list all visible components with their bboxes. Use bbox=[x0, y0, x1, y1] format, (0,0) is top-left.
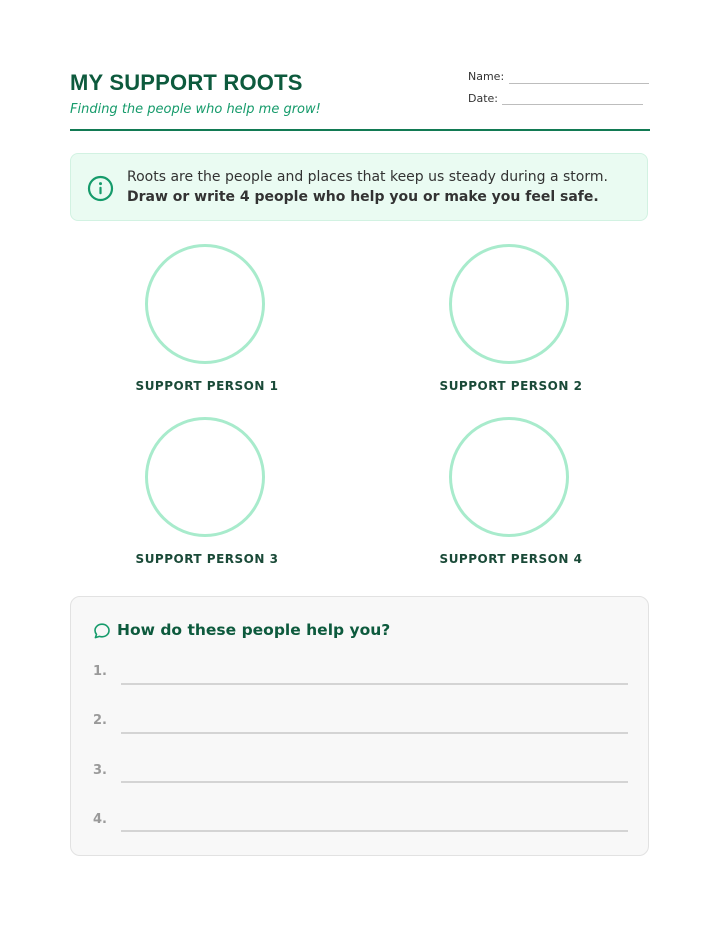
support-person-circle-2[interactable] bbox=[449, 244, 569, 364]
page-subtitle: Finding the people who help me grow! bbox=[70, 102, 321, 117]
answer-line-4[interactable] bbox=[121, 830, 628, 832]
support-person-circle-4[interactable] bbox=[449, 417, 569, 537]
instructions-bold: Draw or write 4 people who help you or make you feel safe. bbox=[127, 188, 599, 205]
name-field-line[interactable] bbox=[509, 83, 649, 84]
date-label: Date: bbox=[468, 92, 498, 105]
name-label: Name: bbox=[468, 70, 505, 83]
date-field-row bbox=[468, 92, 498, 105]
answer-number-4: 4. bbox=[93, 812, 107, 827]
answer-number-1: 1. bbox=[93, 664, 107, 679]
reflection-box bbox=[70, 596, 649, 856]
answer-line-1[interactable] bbox=[121, 683, 628, 685]
speech-bubble-icon bbox=[93, 622, 111, 640]
support-person-circle-1[interactable] bbox=[145, 244, 265, 364]
support-person-label-2: SUPPORT PERSON 2 bbox=[439, 379, 583, 393]
answer-line-3[interactable] bbox=[121, 781, 628, 783]
instructions-plain: Roots are the people and places that keep us steady during a storm. bbox=[127, 169, 608, 185]
answer-number-2: 2. bbox=[93, 713, 107, 728]
support-person-label-1: SUPPORT PERSON 1 bbox=[135, 379, 279, 393]
instructions-text bbox=[127, 168, 637, 207]
support-person-label-3: SUPPORT PERSON 3 bbox=[135, 552, 279, 566]
page-title: MY SUPPORT ROOTS bbox=[70, 70, 303, 95]
answer-line-2[interactable] bbox=[121, 732, 628, 734]
support-person-circle-3[interactable] bbox=[145, 417, 265, 537]
reflection-title: How do these people help you? bbox=[117, 621, 391, 639]
answer-number-3: 3. bbox=[93, 763, 107, 778]
name-field-row bbox=[468, 70, 504, 83]
support-person-label-4: SUPPORT PERSON 4 bbox=[439, 552, 583, 566]
info-icon bbox=[87, 175, 114, 202]
date-field-line[interactable] bbox=[502, 104, 643, 105]
instructions-box bbox=[70, 153, 648, 221]
header-divider bbox=[70, 129, 650, 131]
